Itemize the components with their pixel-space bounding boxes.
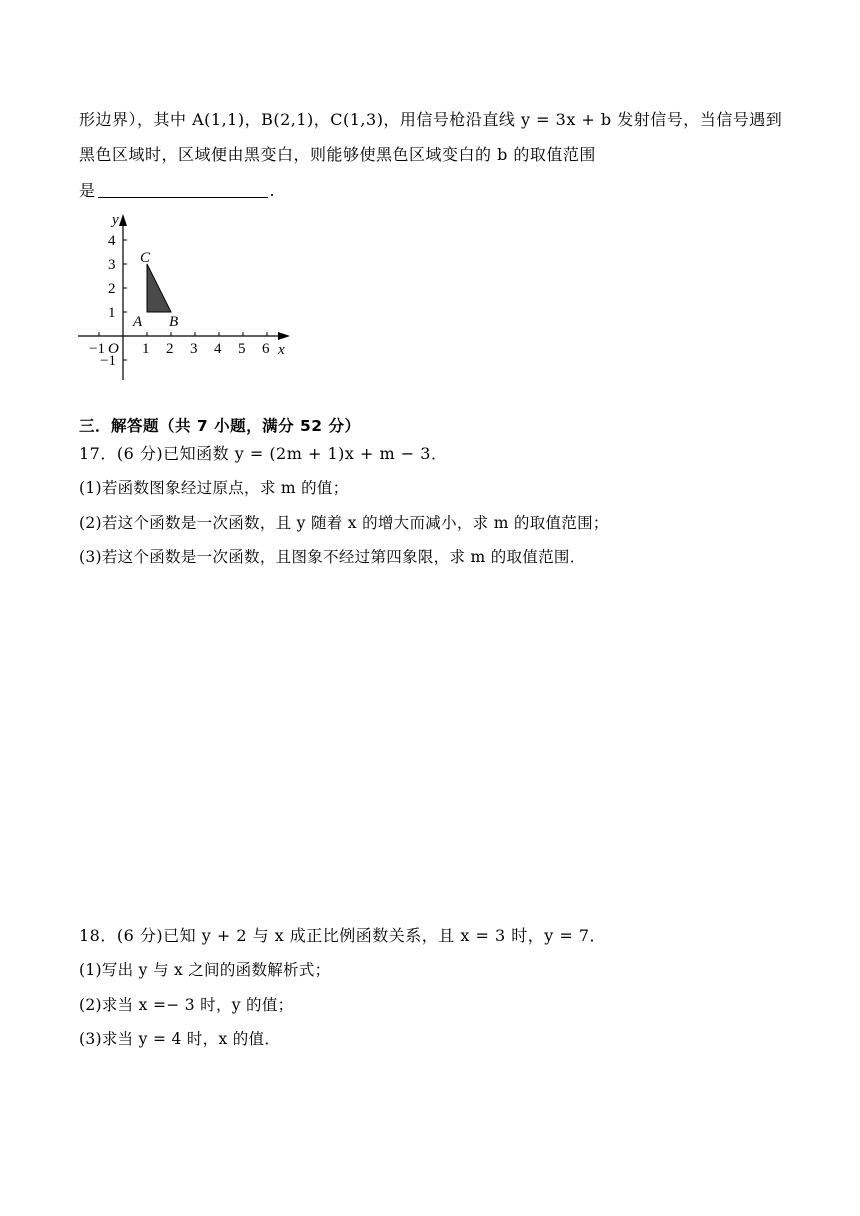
- y-tick-label: 2: [108, 281, 116, 297]
- y-axis-arrow: [119, 214, 127, 226]
- problem-16-line-1: 形边界），其中 A(1,1)，B(2,1)，C(1,3)，用信号枪沿直线 y = 3x + b 发射信号，当信号遇到: [79, 110, 783, 129]
- x-axis-arrow: [278, 332, 290, 340]
- line-3-prefix: 是: [79, 181, 96, 200]
- y-tick-label: 1: [108, 305, 116, 321]
- point-c-label: C: [140, 250, 151, 266]
- point-b-label: B: [169, 314, 179, 330]
- y-axis-label: y: [112, 212, 119, 228]
- problem-17-q1: (1)若函数图象经过原点，求 m 的值；: [79, 479, 349, 497]
- origin-label: O: [108, 341, 119, 357]
- coordinate-figure: [70, 208, 300, 388]
- point-a-label: A: [133, 314, 143, 330]
- problem-17-q2: (2)若这个函数是一次函数，且 y 随着 x 的增大而减小，求 m 的取值范围；: [79, 514, 609, 532]
- problem-17-stem: 17．(6 分)已知函数 y = (2m + 1)x + m − 3．: [79, 444, 448, 463]
- x-axis-label: x: [278, 342, 285, 358]
- x-tick-label: 2: [166, 341, 174, 357]
- x-tick-label: 1: [142, 341, 150, 357]
- problem-18-stem: 18．(6 分)已知 y + 2 与 x 成正比例函数关系，且 x = 3 时，y = 7．: [79, 926, 607, 945]
- section-3-title: 三．解答题（共 7 小题，满分 52 分）: [79, 417, 361, 435]
- black-triangle-region: [147, 264, 171, 312]
- problem-16-line-3: [79, 180, 275, 202]
- x-tick-label: 5: [238, 341, 246, 357]
- y-tick-label: 3: [108, 257, 116, 273]
- x-tick-label: 4: [214, 341, 222, 357]
- problem-16-line-2: 黑色区域时，区域便由黑变白，则能够使黑色区域变白的 b 的取值范围: [79, 145, 596, 164]
- y-tick-label: −1: [100, 353, 116, 369]
- y-tick-label: 4: [108, 233, 116, 249]
- problem-18-q1: (1)写出 y 与 x 之间的函数解析式；: [79, 961, 331, 979]
- problem-17-q3: (3)若这个函数是一次函数，且图象不经过第四象限，求 m 的取值范围．: [79, 548, 586, 566]
- x-tick-label: 3: [190, 341, 198, 357]
- x-tick-label: −1: [89, 341, 105, 357]
- problem-18-q3: (3)求当 y = 4 时，x 的值．: [79, 1030, 281, 1048]
- problem-18-q2: (2)求当 x =− 3 时，y 的值；: [79, 996, 294, 1014]
- answer-blank: [98, 182, 268, 198]
- line-3-suffix: .: [269, 181, 276, 200]
- x-tick-label: 6: [262, 341, 270, 357]
